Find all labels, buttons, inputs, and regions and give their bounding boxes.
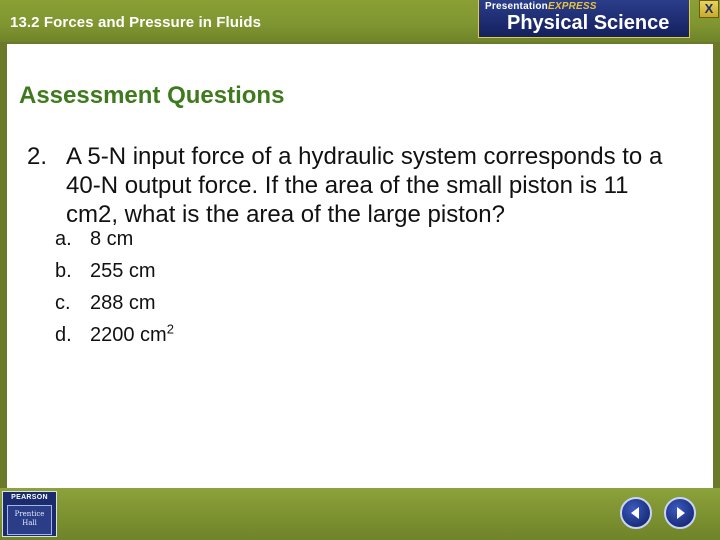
close-icon: X (704, 1, 714, 16)
question (27, 142, 687, 229)
logo-express-text: EXPRESS (547, 1, 597, 12)
question-text: A 5-N input force of a hydraulic system corresponds to a 40-N output force. If the area of the small piston is 11 cm2, what is the area of the large piston? (66, 143, 663, 228)
footer-bar (0, 488, 720, 540)
publisher-name: PEARSON (11, 494, 48, 501)
option-letter: d. (55, 324, 72, 346)
left-arrow-icon (628, 505, 644, 521)
right-arrow-icon (672, 505, 688, 521)
page-title: Assessment Questions (19, 82, 285, 109)
option-text: 288 cm (90, 292, 156, 314)
option-letter: c. (55, 292, 71, 314)
option-text: 255 cm (90, 260, 156, 282)
answer-option-d[interactable] (55, 319, 174, 351)
option-text: 8 cm (90, 228, 134, 250)
option-superscript: 2 (166, 321, 174, 337)
option-text: 2200 $cm^2$ (90, 321, 174, 346)
pearson-prentice-hall-logo (2, 491, 57, 537)
answer-options (55, 223, 174, 351)
answer-option-a[interactable] (55, 223, 174, 255)
logo-title: Physical Science (507, 12, 670, 34)
header-bar (0, 0, 720, 42)
close-button[interactable] (699, 0, 719, 18)
presentation-express-logo (478, 0, 690, 38)
logo-tagline (485, 1, 597, 12)
publisher-line1: Prentice (14, 510, 45, 518)
answer-option-b[interactable] (55, 255, 174, 287)
section-number: 13.2 (10, 14, 40, 31)
logo-presentation-text: Presentation (485, 1, 548, 12)
section-title (10, 14, 261, 31)
next-slide-button[interactable] (664, 497, 696, 529)
section-name: Forces and Pressure in Fluids (43, 14, 262, 31)
option-letter: b. (55, 260, 72, 282)
publisher-line2: Hall (22, 519, 37, 527)
question-number: 2. (27, 143, 48, 170)
publisher-imprint (7, 505, 52, 535)
option-letter: a. (55, 228, 72, 250)
previous-slide-button[interactable] (620, 497, 652, 529)
answer-option-c[interactable] (55, 287, 174, 319)
